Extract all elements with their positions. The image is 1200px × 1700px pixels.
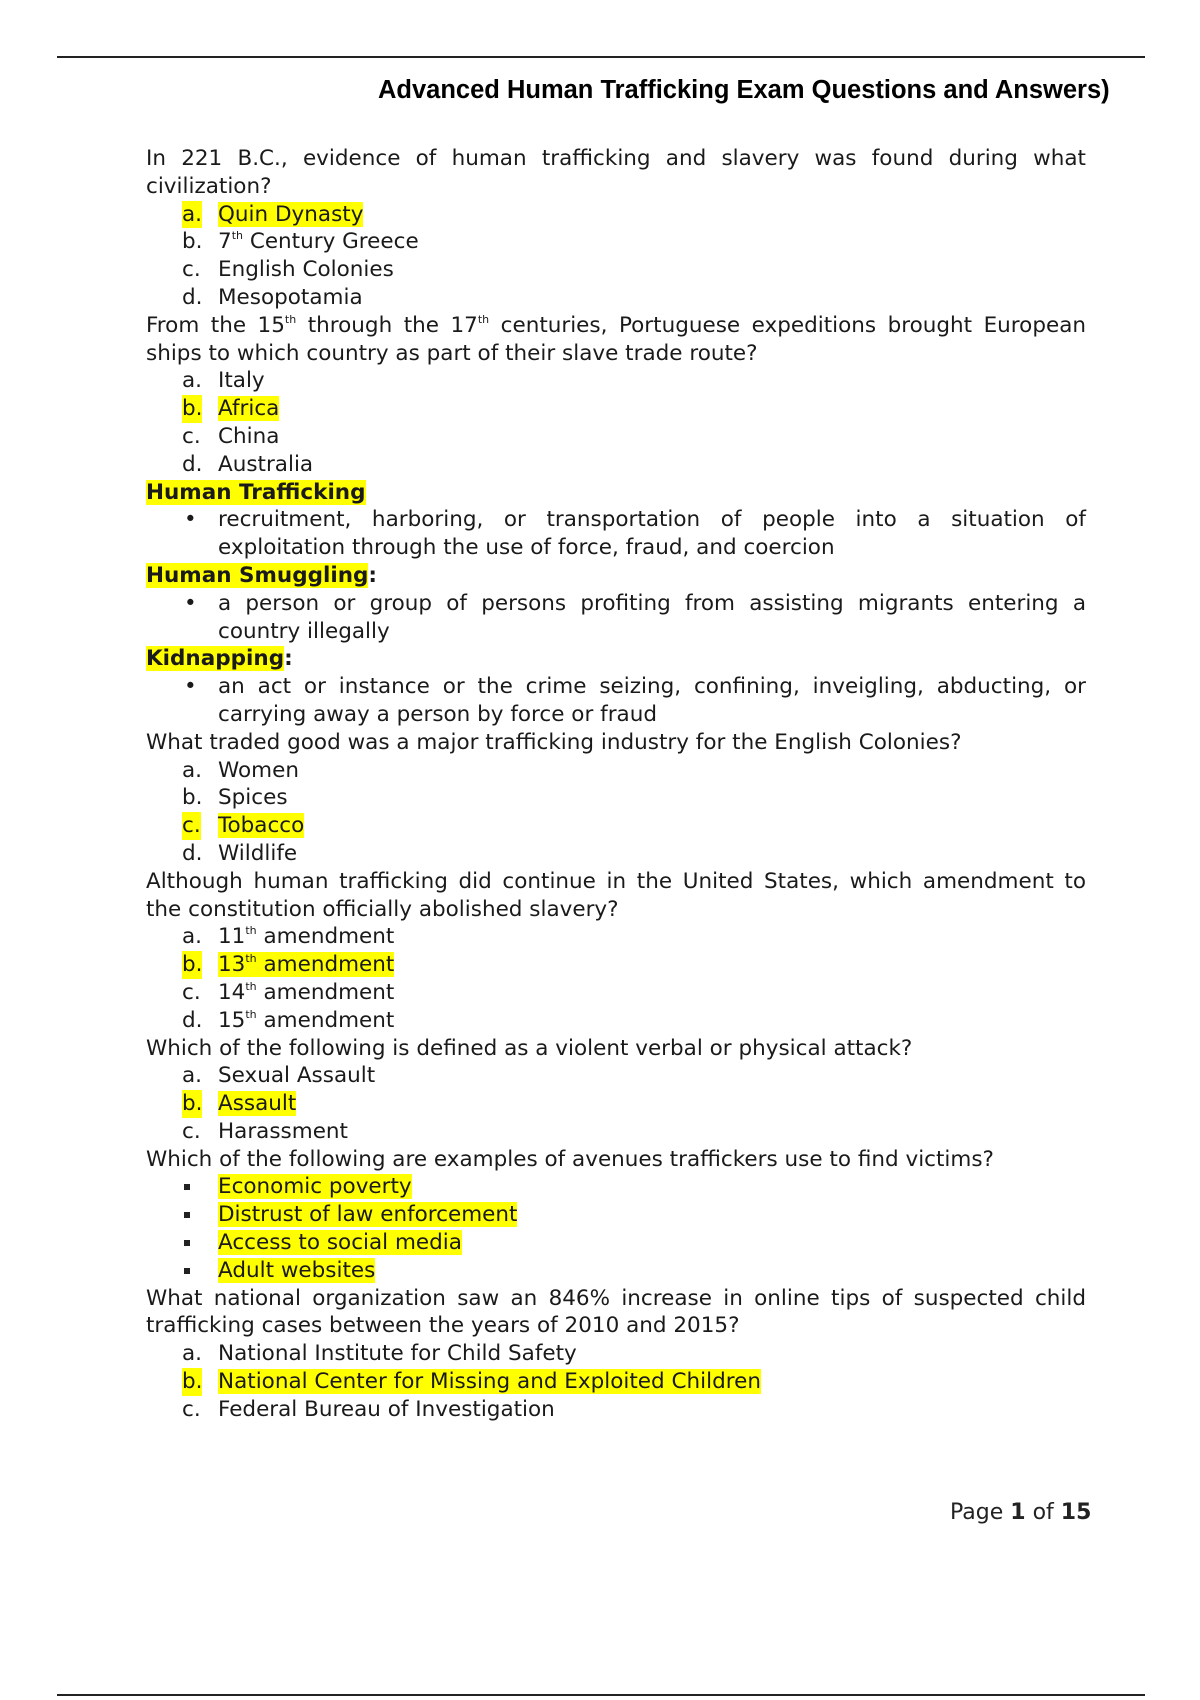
q5-option-a: a. Sexual Assault: [182, 1063, 376, 1089]
q3-option-d: d. Wildlife: [182, 840, 298, 866]
q3-option-c: c. Tobacco: [182, 813, 305, 839]
q7-option-b: b. National Center for Missing and Exploited Children: [182, 1369, 761, 1395]
question-6: Which of the following are examples of avenues traffickers use to find victims?: [146, 1146, 994, 1172]
question-4: Although human trafficking did continue in the United States, which amendment to the constitution officially abolished slavery?: [146, 868, 1086, 922]
q7-option-c: c. Federal Bureau of Investigation: [182, 1396, 555, 1422]
q6-item: Economic poverty: [146, 1173, 1086, 1201]
page-number: Page 1 of 15: [950, 1500, 1092, 1525]
q5-option-c: c. Harassment: [182, 1118, 348, 1144]
definition-human-smuggling: • a person or group of persons profiting from assisting migrants entering a country illegally: [184, 590, 1086, 644]
bullet-icon: •: [184, 590, 197, 616]
q2-option-b: b. Africa: [182, 396, 280, 422]
question-3: What traded good was a major trafficking industry for the English Colonies?: [146, 729, 962, 755]
q6-item: Access to social media: [146, 1229, 1086, 1257]
definition-term-kidnapping: Kidnapping:: [146, 646, 293, 672]
document-body: [146, 145, 1086, 1424]
footer-rule: [57, 1694, 1145, 1696]
q2-option-a: a. Italy: [182, 368, 265, 394]
q1-option-c: c. English Colonies: [182, 257, 394, 283]
square-bullet-icon: [184, 1212, 190, 1218]
definition-kidnapping: • an act or instance or the crime seizing, confining, inveigling, abducting, or carrying away a person by force or fraud: [184, 674, 1086, 727]
q4-option-d: d. 15th amendment: [182, 1007, 395, 1033]
q1-option-d: d. Mesopotamia: [182, 284, 363, 310]
definition-term-human-smuggling: Human Smuggling:: [146, 562, 378, 588]
q2-option-c: c. China: [182, 423, 280, 449]
q4-option-a: a. 11th amendment: [182, 924, 395, 950]
definition-human-trafficking: • recruitment, harboring, or transportation of people into a situation of exploitation through the use of force, fraud, and coercion: [184, 507, 1086, 561]
question-5: Which of the following is defined as a violent verbal or physical attack?: [146, 1035, 913, 1061]
bullet-icon: •: [184, 674, 197, 700]
q5-option-b: b. Assault: [182, 1091, 297, 1117]
square-bullet-icon: [184, 1268, 190, 1274]
definition-term-human-trafficking: Human Trafficking: [146, 479, 366, 505]
question-7: What national organization saw an 846% increase in online tips of suspected child trafficking cases between the years of 2010 and 2015?: [146, 1285, 1086, 1339]
q6-item: Adult websites: [146, 1257, 1086, 1285]
q3-option-b: b. Spices: [182, 785, 288, 811]
q7-option-a: a. National Institute for Child Safety: [182, 1341, 577, 1367]
q6-item: Distrust of law enforcement: [146, 1201, 1086, 1229]
question-1: In 221 B.C., evidence of human trafficking and slavery was found during what civilization?: [146, 146, 1086, 199]
document-title: Advanced Human Trafficking Exam Questions and Answers): [378, 76, 1110, 104]
q3-option-a: a. Women: [182, 757, 299, 783]
q4-option-b: b. 13th amendment: [182, 952, 395, 978]
q1-option-a: a. Quin Dynasty: [182, 201, 364, 227]
q4-option-c: c. 14th amendment: [182, 979, 395, 1005]
q1-option-b: b. 7th Century Greece: [182, 229, 419, 255]
q2-option-d: d. Australia: [182, 451, 314, 477]
square-bullet-icon: [184, 1184, 190, 1190]
question-2: From the 15th through the 17th centuries, Portuguese expeditions brought European ships to which country as part of their slave trade route?: [146, 312, 1086, 366]
bullet-icon: •: [184, 507, 197, 533]
square-bullet-icon: [184, 1240, 190, 1246]
header-rule: [57, 56, 1145, 58]
